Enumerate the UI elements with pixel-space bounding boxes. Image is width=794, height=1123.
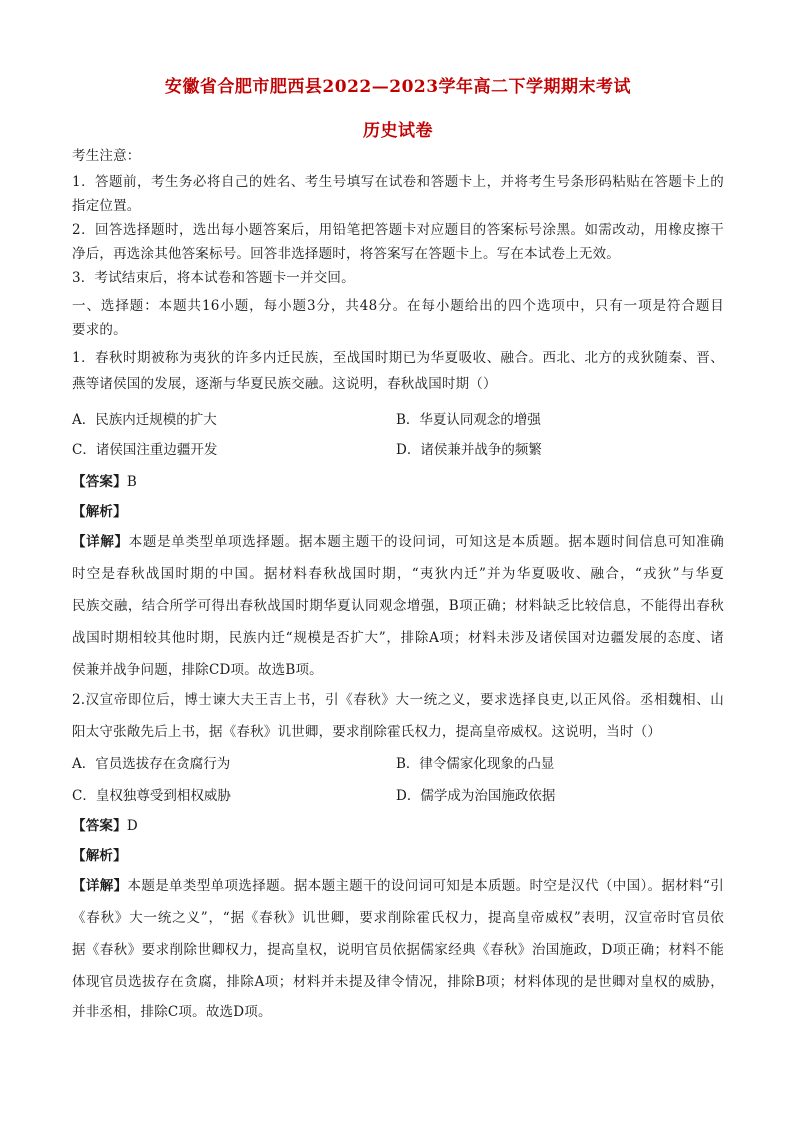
q2-answer-value: D (126, 818, 138, 834)
q1-detail-line-3: 民族交融，结合所学可得出春秋战国时期华夏认同观念增强，B项正确；材料缺乏比较信息，不能得出春秋 (72, 598, 724, 614)
q1-stem-line-1: 1．春秋时期被称为夷狄的许多内迁民族，至战国时期已为华夏吸收、融合。西北、北方的戎狄随秦、晋、 (72, 350, 724, 366)
notice-item-1-line-2: 指定位置。 (72, 198, 141, 214)
section-1-line-1: 一、选择题：本题共16小题，每小题3分，共48分。在每小题给出的四个选项中，只有一项是符合题目 (72, 298, 724, 314)
q2-detail-line-5: 并非丞相，排除C项。故选D项。 (72, 1004, 272, 1020)
notice-item-3: 3．考试结束后，将本试卷和答题卡一并交回。 (72, 270, 355, 286)
q1-answer (72, 472, 724, 492)
q2-answer-label: 【答案】 (72, 818, 127, 834)
q1-detail-line-4: 战国时期相较其他时期，民族内迁“规模是否扩大”，排除A项；材料未涉及诸侯国对边疆发展的态度、诸 (72, 630, 724, 646)
q1-detail-label: 【详解】 (72, 534, 129, 550)
q2-detail-label: 【详解】 (72, 878, 128, 894)
q2-detail-text-1: 本题是单类型单项选择题。据本题主题干的设问词可知是本质题。时空是汉代（中国）。据材料“引 (127, 878, 724, 894)
q2-option-c: C．皇权独尊受到相权威胁 (72, 788, 231, 804)
q1-analysis-label: 【解析】 (72, 504, 127, 520)
notice-item-1-line-1: 1．答题前，考生务必将自己的姓名、考生号填写在试卷和答题卡上，并将考生号条形码粘贴在答题卡上的 (72, 174, 724, 190)
q1-answer-value: B (126, 474, 137, 490)
q2-option-b: B．律令儒家化现象的凸显 (396, 756, 555, 772)
q2-detail-line-2: 《春秋》大一统之义”，“据《春秋》讥世卿，要求削除霍氏权力，提高皇帝威权”表明，汉宣帝时官员依 (72, 910, 724, 926)
q2-detail-line-3: 据《春秋》要求削除世卿权力，提高皇权，说明官员依据儒家经典《春秋》治国施政，D项正确；材料不能 (72, 942, 724, 958)
q1-stem-line-2: 燕等诸侯国的发展，逐渐与华夏民族交融。这说明，春秋战国时期（） (72, 376, 497, 392)
q1-detail-text-1: 本题是单类型单项选择题。据本题主题干的设问词，可知这是本质题。据本题时间信息可知准确 (128, 534, 724, 550)
exam-subtitle: 历史试卷 (363, 121, 433, 141)
q1-answer-label: 【答案】 (72, 474, 127, 490)
q2-detail-line-4: 体现官员选拔存在贪腐，排除A项；材料并未提及律令情况，排除B项；材料体现的是世卿对皇权的威胁， (72, 974, 724, 990)
q2-option-a: A．官员选拔存在贪腐行为 (72, 756, 231, 772)
q1-option-d: D．诸侯兼并战争的频繁 (396, 442, 542, 458)
section-1-line-2: 要求的。 (72, 322, 127, 338)
q1-option-c: C．诸侯国注重边疆开发 (72, 442, 218, 458)
exam-title: 安徽省合肥市肥西县2022—2023学年高二下学期期末考试 (164, 77, 632, 97)
q1-detail-line-2: 时空是春秋战国时期的中国。据材料春秋战国时期，“夷狄内迁”并为华夏吸收、融合，“戎狄”与华夏 (72, 566, 724, 582)
q2-detail-line-1 (72, 876, 724, 896)
notice-heading: 考生注意： (72, 148, 141, 164)
q1-detail-line-5: 侯兼并战争问题，排除CD项。故选B项。 (72, 662, 323, 678)
q2-stem-line-2: 阳太守张敞先后上书，据《春秋》讥世卿，要求削除霍氏权力，提高皇帝威权。这说明，当时（） (72, 724, 662, 740)
notice-item-2-line-2: 净后，再选涂其他答案标号。回答非选择题时，将答案写在答题卡上。写在本试卷上无效。 (72, 246, 620, 262)
q2-analysis-label: 【解析】 (72, 848, 127, 864)
notice-item-2-line-1: 2．回答选择题时，选出每小题答案后，用铅笔把答题卡对应题目的答案标号涂黑。如需改动，用橡皮擦干 (72, 222, 724, 238)
q2-answer (72, 816, 724, 836)
q1-detail-line-1 (72, 532, 724, 552)
q1-option-a: A．民族内迁规模的扩大 (72, 412, 217, 428)
q1-option-b: B．华夏认同观念的增强 (396, 412, 541, 428)
q2-option-d: D．儒学成为治国施政依据 (396, 788, 556, 804)
q2-stem-line-1: 2.汉宣帝即位后，博士谏大夫王吉上书，引《春秋》大一统之义，要求选择良吏,以正风俗。丞相魏相、山 (72, 692, 724, 708)
